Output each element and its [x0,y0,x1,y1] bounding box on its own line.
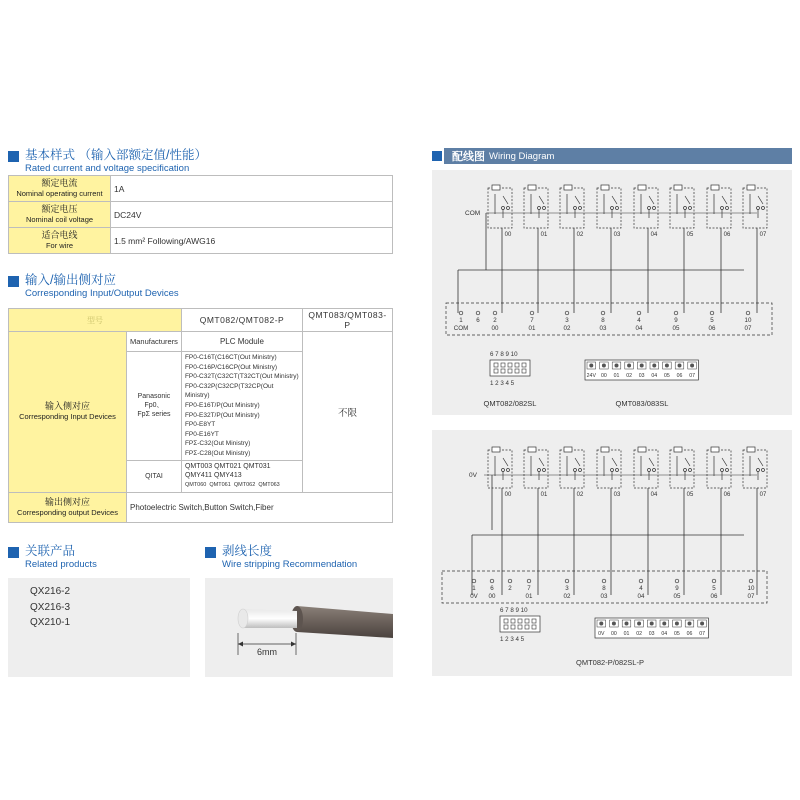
screw-head [615,364,619,368]
terminal-number: 8 [601,317,605,324]
screw-label: 01 [613,373,620,379]
model-header: 型号 [9,309,182,332]
relay-contact [611,469,614,472]
spec-value: DC24V [111,202,393,228]
screw-label: 06 [686,631,693,637]
terminal-screw [602,579,606,583]
relay-contact [726,469,729,472]
terminal-number: 3 [565,317,569,324]
terminal-label: 06 [708,325,716,332]
relay-contact [574,469,577,472]
relay-contact [574,207,577,210]
table-row [9,492,393,522]
relay-module [743,447,767,595]
terminal-number: 4 [637,317,641,324]
strip-subtitle: Wire stripping Recommendation [222,559,358,570]
related-title: 关联产品 [25,544,76,558]
terminal-screw [637,311,641,315]
relay-switch [722,458,727,466]
terminal-label: 01 [528,325,536,332]
relay-label: 07 [759,232,767,238]
relay-contact [689,469,692,472]
relay-module [597,447,621,595]
terminal-screw [472,579,476,583]
relay-contact [616,207,619,210]
section-square-icon [432,151,442,161]
relay-contact [684,469,687,472]
relay-module [670,447,694,595]
relay-label: 04 [650,232,658,238]
terminal-label: 02 [563,593,571,600]
terminal-label: 02 [563,325,571,332]
terminal-label: 05 [672,325,680,332]
io-heading [8,273,179,300]
relay-switch [539,458,544,466]
plc-module-label: PLC Module [181,332,302,352]
table-row [9,332,393,352]
table-row [9,202,393,228]
relay-label: 05 [686,492,694,498]
terminal-screw [639,579,643,583]
terminal-number: 2 [508,585,512,592]
spec-label: 适合电线 For wire [9,228,111,254]
relay-contact [538,207,541,210]
screw-head [612,622,616,626]
terminal-label: 07 [744,325,752,332]
screw-head [625,622,629,626]
relay-coil [528,447,536,452]
relay-coil [747,185,755,190]
relay-label: 00 [504,492,512,498]
terminal-screw [459,311,463,315]
io-subtitle: Corresponding Input/Output Devices [25,288,179,299]
screw-label: 07 [689,373,695,379]
screw-head [688,622,692,626]
com-label: COM [465,210,481,217]
screw-head [690,364,694,368]
screw-head [637,622,641,626]
wiring-subtitle: Wiring Diagram [489,150,555,162]
screw-label: 00 [611,631,617,637]
connector-top-label: 6 7 8 9 10 [500,607,528,614]
relay-contact [502,469,505,472]
relay-module [707,185,731,313]
terminal-number: 4 [639,585,643,592]
relay-contact [543,207,546,210]
relay-module [524,185,548,313]
relay-label: 06 [723,492,731,498]
terminal-label: 01 [525,593,533,600]
wiring-square-bg [432,148,444,164]
terminal-label: 04 [637,593,645,600]
relay-coil [564,185,572,190]
screw-label: 04 [651,373,658,379]
relay-outline [743,188,767,228]
relay-module [597,185,621,313]
related-subtitle: Related products [25,559,97,570]
basic-spec-title: 基本样式 （输入部额定值/性能） [25,148,207,162]
terminal-label: 00 [491,325,499,332]
screw-head [678,364,682,368]
terminal-label: 00 [488,593,496,600]
panasonic-models: FP0-C16T(C16CT(Out Ministry) FP0-C16P/C16CP(Out Ministry) FP0-C32T(C32CT(T32CT(Out Ministry) FP0-C32P(C32CP(T32CP(Out Ministry) FP0-E16T/P(Out Ministry) FP0-E32T/P(Out Ministry) FP0-E8YT FP0-E16YT FPΣ-C32(Out Ministry) FPΣ-C28(Out Ministry) [181,352,302,461]
wiring-diagram-1 [432,170,792,415]
screw-label: 05 [664,373,670,379]
relay-switch [539,196,544,204]
wiring-diagram-1-svg [432,170,792,415]
relay-label: 06 [723,232,731,238]
relay-switch [758,196,763,204]
terminal-screw [674,311,678,315]
terminal-label: COM [453,325,469,332]
relay-label: 00 [504,232,512,238]
basic-spec-heading [8,148,207,175]
relay-label: 01 [540,492,548,498]
qitai-models: QMT003 QMT021 QMT031 QMY411 QMY413 QMT060 QMT061 QMT062 QMT063 [181,460,302,492]
relay-contact [721,469,724,472]
relay-contact [611,207,614,210]
relay-contact [757,207,760,210]
terminal-screw [476,311,480,315]
spec-value: 1A [111,176,393,202]
terminal-label: 0V [470,593,478,600]
spec-value: 1.5 mm² Following/AWG16 [111,228,393,254]
relay-switch [722,196,727,204]
relay-contact [721,207,724,210]
relay-module [488,185,512,313]
relay-label: 03 [613,232,621,238]
relay-label: 03 [613,492,621,498]
qitai-label: QITAI [127,460,182,492]
relay-contact [507,469,510,472]
terminal-label: 03 [600,593,608,600]
terminal-number: 5 [710,317,714,324]
screw-head [640,364,644,368]
relay-coil [492,185,500,190]
terminal-screw [601,311,605,315]
screw-head [652,364,656,368]
relay-coil [638,447,646,452]
section-square-icon [8,151,19,162]
relay-coil [564,447,572,452]
relay-contact [579,207,582,210]
terminal-screw [493,311,497,315]
relay-outline [670,188,694,228]
relay-outline [597,450,621,488]
terminal-number: 10 [744,317,752,324]
relay-outline [524,188,548,228]
input-label: 输入侧对应 Corresponding Input Devices [9,332,127,493]
screw-head [650,622,654,626]
relay-contact [507,207,510,210]
related-product-item[interactable]: QX216-2 [30,586,71,597]
relay-outline [560,188,584,228]
relay-coil [601,185,609,190]
terminal-label: 05 [673,593,681,600]
relay-coil [492,447,500,452]
relay-outline [743,450,767,488]
strip-heading [205,544,357,571]
section-square-icon [8,276,19,287]
relay-coil [674,185,682,190]
relay-contact [653,469,656,472]
relay-switch [612,458,617,466]
relay-contact [762,207,765,210]
relay-switch [685,458,690,466]
terminal-number: 10 [747,585,755,592]
relay-label: 02 [576,232,584,238]
screw-head [662,622,666,626]
relay-label: 04 [650,492,658,498]
wiring-title-bar [432,148,792,164]
screw-head [700,622,704,626]
strip-length-label: 6mm [257,647,277,657]
screw-head [665,364,669,368]
relay-switch [612,196,617,204]
terminal-screw [746,311,750,315]
relay-contact [616,469,619,472]
relay-outline [634,188,658,228]
screw-label: 03 [648,631,655,637]
relay-contact [684,207,687,210]
relay-contact [689,207,692,210]
diagram-caption-left: QMT082/082SL [483,399,537,408]
relay-outline [670,450,694,488]
terminal-number: 3 [565,585,569,592]
relay-contact [726,207,729,210]
terminal-screw [530,311,534,315]
relay-outline [560,450,584,488]
relay-outline [524,450,548,488]
relay-outline [597,188,621,228]
terminal-label: 04 [635,325,643,332]
relay-switch [575,458,580,466]
relay-switch [503,458,508,466]
terminal-number: 7 [530,317,534,324]
connector-top-label: 6 7 8 9 10 [490,351,518,358]
spec-label: 额定电压 Nominal coil voltage [9,202,111,228]
wiring-title: 配线图 [452,151,485,163]
terminal-number: 1 [459,317,463,324]
screw-label: 01 [623,631,630,637]
relay-switch [575,196,580,204]
basic-spec-table [8,175,393,254]
screw-head [675,622,679,626]
table-row [9,228,393,254]
screw-head [602,364,606,368]
relay-module [670,185,694,313]
relay-module [634,447,658,595]
terminal-screw [508,579,512,583]
panasonic-label: Panasonic Fp0、 FpΣ series [127,352,182,461]
relay-outline [707,188,731,228]
relay-coil [638,185,646,190]
terminal-screw [527,579,531,583]
terminal-number: 6 [476,317,480,324]
terminal-screw [565,579,569,583]
terminal-number: 1 [472,585,476,592]
terminal-label: 03 [599,325,607,332]
relay-coil [528,185,536,190]
terminal-number: 9 [675,585,679,592]
terminal-number: 2 [493,317,497,324]
unlimited-value: 不限 [303,332,393,493]
relay-module [634,185,658,313]
wire-illustration [205,578,393,677]
wire-strip-panel [205,578,393,677]
relay-module [707,447,731,595]
relay-coil [601,447,609,452]
relay-coil [711,447,719,452]
connector-bottom-label: 1 2 3 4 5 [500,636,525,643]
relay-outline [634,450,658,488]
screw-label: 24V [586,373,596,379]
relay-contact [543,469,546,472]
relay-coil [674,447,682,452]
relay-contact [762,469,765,472]
spec-label: 额定电流 Nominal operating current [9,176,111,202]
connector-bottom-label: 1 2 3 4 5 [490,380,515,387]
screw-label: 05 [674,631,680,637]
relay-contact [502,207,505,210]
wiring-diagram-2 [432,430,792,676]
col-qmt082: QMT082/QMT082-P [181,309,302,332]
strip-title: 剥线长度 [222,544,273,558]
screw-label: 04 [661,631,668,637]
screw-label: 02 [636,631,642,637]
io-table [8,308,393,523]
relay-label: 05 [686,232,694,238]
relay-outline [488,188,512,228]
related-heading [8,544,97,571]
terminal-screw [712,579,716,583]
related-product-item[interactable]: QX216-3 [30,601,71,613]
io-title: 输入/输出侧对应 [25,273,116,287]
table-row [9,176,393,202]
screw-head [589,364,593,368]
relay-label: 01 [540,232,548,238]
output-label: 输出侧对应 Corresponding output Devices [9,492,127,522]
relay-module [524,447,548,595]
relay-contact [648,469,651,472]
connector-body [490,360,530,376]
diagram-caption: QMT082-P/082SL-P [576,658,644,667]
terminal-screw [749,579,753,583]
relay-switch [758,458,763,466]
terminal-number: 7 [527,585,531,592]
relay-module [560,447,584,595]
terminal-number: 9 [674,317,678,324]
screw-label: 00 [601,373,607,379]
relay-outline [707,450,731,488]
screw-label: 06 [676,373,683,379]
related-product-item[interactable]: QX210-1 [30,617,71,628]
terminal-screw [490,579,494,583]
screw-label: 02 [626,373,632,379]
relay-switch [503,196,508,204]
relay-contact [538,469,541,472]
terminal-screw [710,311,714,315]
screw-head [627,364,631,368]
relay-coil [711,185,719,190]
relay-switch [685,196,690,204]
relay-switch [649,458,654,466]
terminal-number: 5 [712,585,716,592]
relay-module [560,185,584,313]
terminal-number: 8 [602,585,606,592]
table-row [9,309,393,332]
related-products-panel [8,578,190,677]
relay-label: 07 [759,492,767,498]
relay-contact [757,469,760,472]
diagram-caption-right: QMT083/083SL [615,399,669,408]
wiring-diagram-2-svg [432,430,792,676]
screw-label: 03 [638,373,645,379]
terminal-screw [675,579,679,583]
terminal-label: 06 [710,593,718,600]
screw-label: 07 [699,631,705,637]
terminal-number: 6 [490,585,494,592]
relay-label: 02 [576,492,584,498]
terminal-label: 07 [747,593,755,600]
output-value: Photoelectric Switch,Button Switch,Fiber [127,492,393,522]
relay-coil [747,447,755,452]
basic-spec-subtitle: Rated current and voltage specification [25,163,190,174]
relay-contact [648,207,651,210]
connector-body [500,616,540,632]
relay-contact [579,469,582,472]
section-square-icon [205,547,216,558]
relay-module [743,185,767,313]
relay-contact [653,207,656,210]
terminal-screw [565,311,569,315]
section-square-icon [8,547,19,558]
manufacturers-label: Manufacturers [127,332,182,352]
screw-head [599,622,603,626]
screw-label: 0V [598,631,605,637]
com-label: 0V [469,472,477,479]
relay-switch [649,196,654,204]
col-qmt083: QMT083/QMT083-P [303,309,393,332]
